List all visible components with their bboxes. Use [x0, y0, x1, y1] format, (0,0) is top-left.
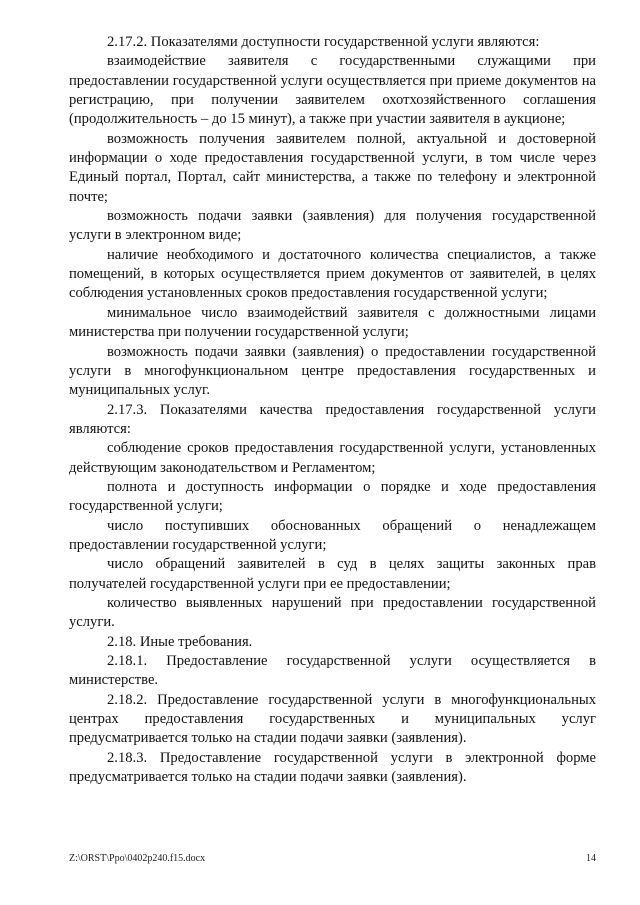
- paragraph: взаимодействие заявителя с государственными служащими при предоставлении государственной услуги осуществляется при приеме документов на регистрацию, при получении заявителем охотхозяйственного соглашения (продолжительность – до 15 минут), а также при участии заявителя в аукционе;: [69, 53, 596, 128]
- paragraph: соблюдение сроков предоставления государственной услуги, установленных действующим законодательством и Регламентом;: [69, 440, 596, 476]
- paragraph: число поступивших обоснованных обращений о ненадлежащем предоставлении государственной услуги;: [69, 517, 596, 553]
- page-number: 14: [586, 853, 596, 864]
- paragraph: 2.18.1. Предоставление государственной услуги осуществляется в министерстве.: [69, 653, 596, 689]
- paragraph: количество выявленных нарушений при предоставлении государственной услуги.: [69, 594, 596, 631]
- paragraph: 2.18. Иные требования.: [107, 633, 253, 650]
- paragraph: минимальное число взаимодействий заявителя с должностными лицами министерства при получении государственной услуги;: [69, 304, 596, 341]
- paragraph: возможность подачи заявки (заявления) для получения государственной услуги в электронном виде;: [69, 208, 596, 244]
- footer-file-path: Z:\ORST\Ppo\0402p240.f15.docx: [69, 853, 206, 864]
- paragraph: наличие необходимого и достаточного количества специалистов, а также помещений, в которых осуществляется прием документов от заявителей, в целях соблюдения установленных сроков предоставления государственной услуги;: [69, 246, 596, 302]
- paragraph: возможность подачи заявки (заявления) о предоставлении государственной услуги в многофункциональном центре предоставления государственных и муниципальных услуг.: [69, 343, 596, 399]
- paragraph: 2.17.2. Показателями доступности государственной услуги являются:: [107, 34, 540, 50]
- paragraph: 2.18.2. Предоставление государственной услуги в многофункциональных центрах предоставления государственных и муниципальных услуг предусматривается только на стадии подачи заявки (заявления).: [69, 691, 596, 747]
- paragraph: число обращений заявителей в суд в целях защиты законных прав получателей государственной услуги при ее предоставлении;: [69, 556, 596, 592]
- paragraph: полнота и доступность информации о порядке и ходе предоставления государственной услуги;: [69, 478, 596, 515]
- document-body: [69, 33, 596, 787]
- paragraph: 2.18.3. Предоставление государственной услуги в электронной форме предусматривается только на стадии подачи заявки (заявления).: [69, 749, 596, 786]
- paragraph: возможность получения заявителем полной, актуальной и достоверной информации о ходе предоставления государственной услуги, в том числе через Единый портал, Портал, сайт министерства, а также по телефону и электронной почте;: [69, 130, 596, 205]
- paragraph: 2.17.3. Показателями качества предоставления государственной услуги являются:: [69, 401, 596, 437]
